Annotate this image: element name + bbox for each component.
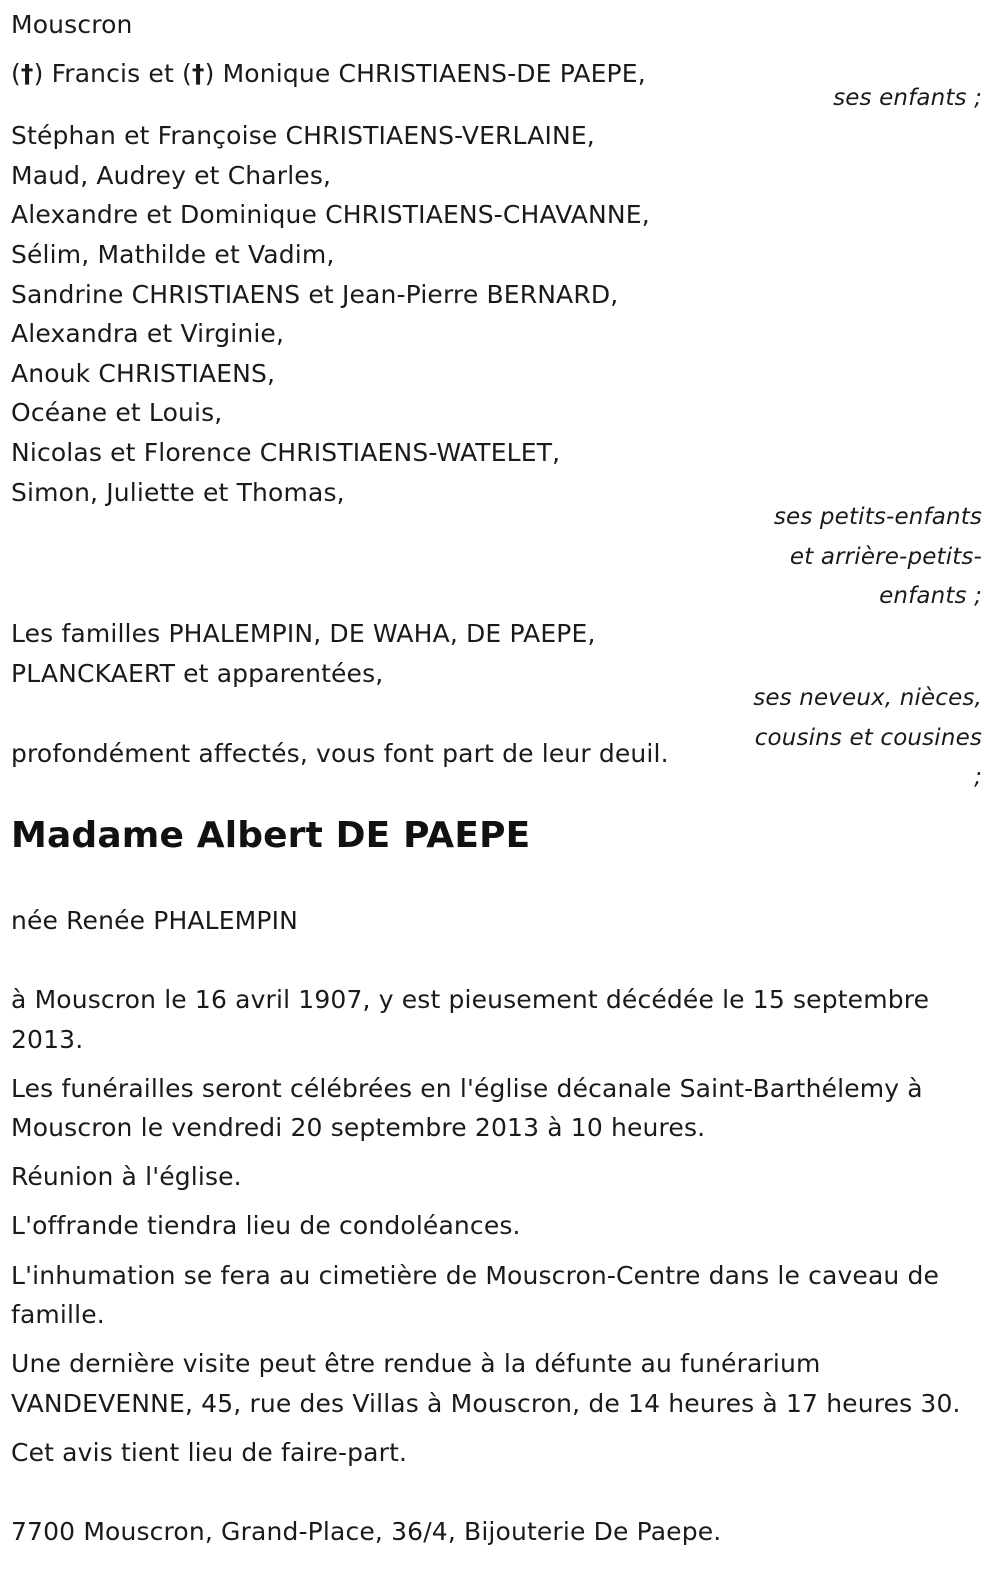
detail-line: Mouscron le vendredi 20 septembre 2013 à 10 heures. [11, 1113, 706, 1142]
cross-icon: † [20, 59, 34, 88]
role-relatives-1: ses neveux, nièces, [753, 685, 982, 711]
family-line: Maud, Audrey et Charles, [11, 161, 332, 190]
families-line: Les familles PHALEMPIN, DE WAHA, DE PAEPE, [11, 619, 596, 648]
role-grandchildren-3: enfants ; [879, 583, 982, 609]
detail-line: L'inhumation se fera au cimetière de Mouscron-Centre dans le caveau de [11, 1261, 940, 1290]
detail-line: Cet avis tient lieu de faire-part. [11, 1438, 408, 1467]
family-line: Simon, Juliette et Thomas, [11, 478, 345, 507]
paren-open: ( [11, 59, 21, 88]
role-children: ses enfants ; [833, 85, 982, 111]
deceased-name: Madame Albert DE PAEPE [11, 815, 531, 856]
affected-line: profondément affectés, vous font part de leur deuil. [11, 739, 669, 768]
detail-line: à Mouscron le 16 avril 1907, y est pieusement décédée le 15 septembre [11, 985, 930, 1014]
role-relatives-3: ; [974, 764, 982, 790]
birth-name: née Renée PHALEMPIN [11, 906, 299, 935]
family-line: Alexandre et Dominique CHRISTIAENS-CHAVANNE, [11, 200, 650, 229]
parents-rest: ) Monique CHRISTIAENS-DE PAEPE, [204, 59, 646, 88]
role-relatives-2: cousins et cousines [754, 725, 982, 751]
family-line: Alexandra et Virginie, [11, 319, 285, 348]
role-grandchildren-1: ses petits-enfants [773, 504, 982, 530]
role-grandchildren-2: et arrière-petits- [789, 544, 982, 570]
family-line: Océane et Louis, [11, 398, 223, 427]
detail-line: 2013. [11, 1025, 84, 1054]
cross-icon: † [191, 59, 205, 88]
detail-line: Réunion à l'église. [11, 1162, 242, 1191]
family-line: Stéphan et Françoise CHRISTIAENS-VERLAINE, [11, 121, 595, 150]
parents-mid: ) Francis et ( [33, 59, 192, 88]
family-line: Sélim, Mathilde et Vadim, [11, 240, 335, 269]
family-line: Anouk CHRISTIAENS, [11, 359, 276, 388]
address-line: 7700 Mouscron, Grand-Place, 36/4, Bijouterie De Paepe. [11, 1517, 722, 1546]
detail-line: Une dernière visite peut être rendue à la défunte au funérarium [11, 1349, 821, 1378]
detail-line: L'offrande tiendra lieu de condoléances. [11, 1211, 521, 1240]
detail-line: Les funérailles seront célébrées en l'église décanale Saint-Barthélemy à [11, 1074, 923, 1103]
family-line: Nicolas et Florence CHRISTIAENS-WATELET, [11, 438, 561, 467]
families-line: PLANCKAERT et apparentées, [11, 659, 384, 688]
family-line: Sandrine CHRISTIAENS et Jean-Pierre BERNARD, [11, 280, 619, 309]
detail-line: VANDEVENNE, 45, rue des Villas à Mouscron, de 14 heures à 17 heures 30. [11, 1389, 961, 1418]
detail-line: famille. [11, 1300, 105, 1329]
location-heading: Mouscron [11, 10, 133, 39]
parents-line [11, 54, 646, 94]
